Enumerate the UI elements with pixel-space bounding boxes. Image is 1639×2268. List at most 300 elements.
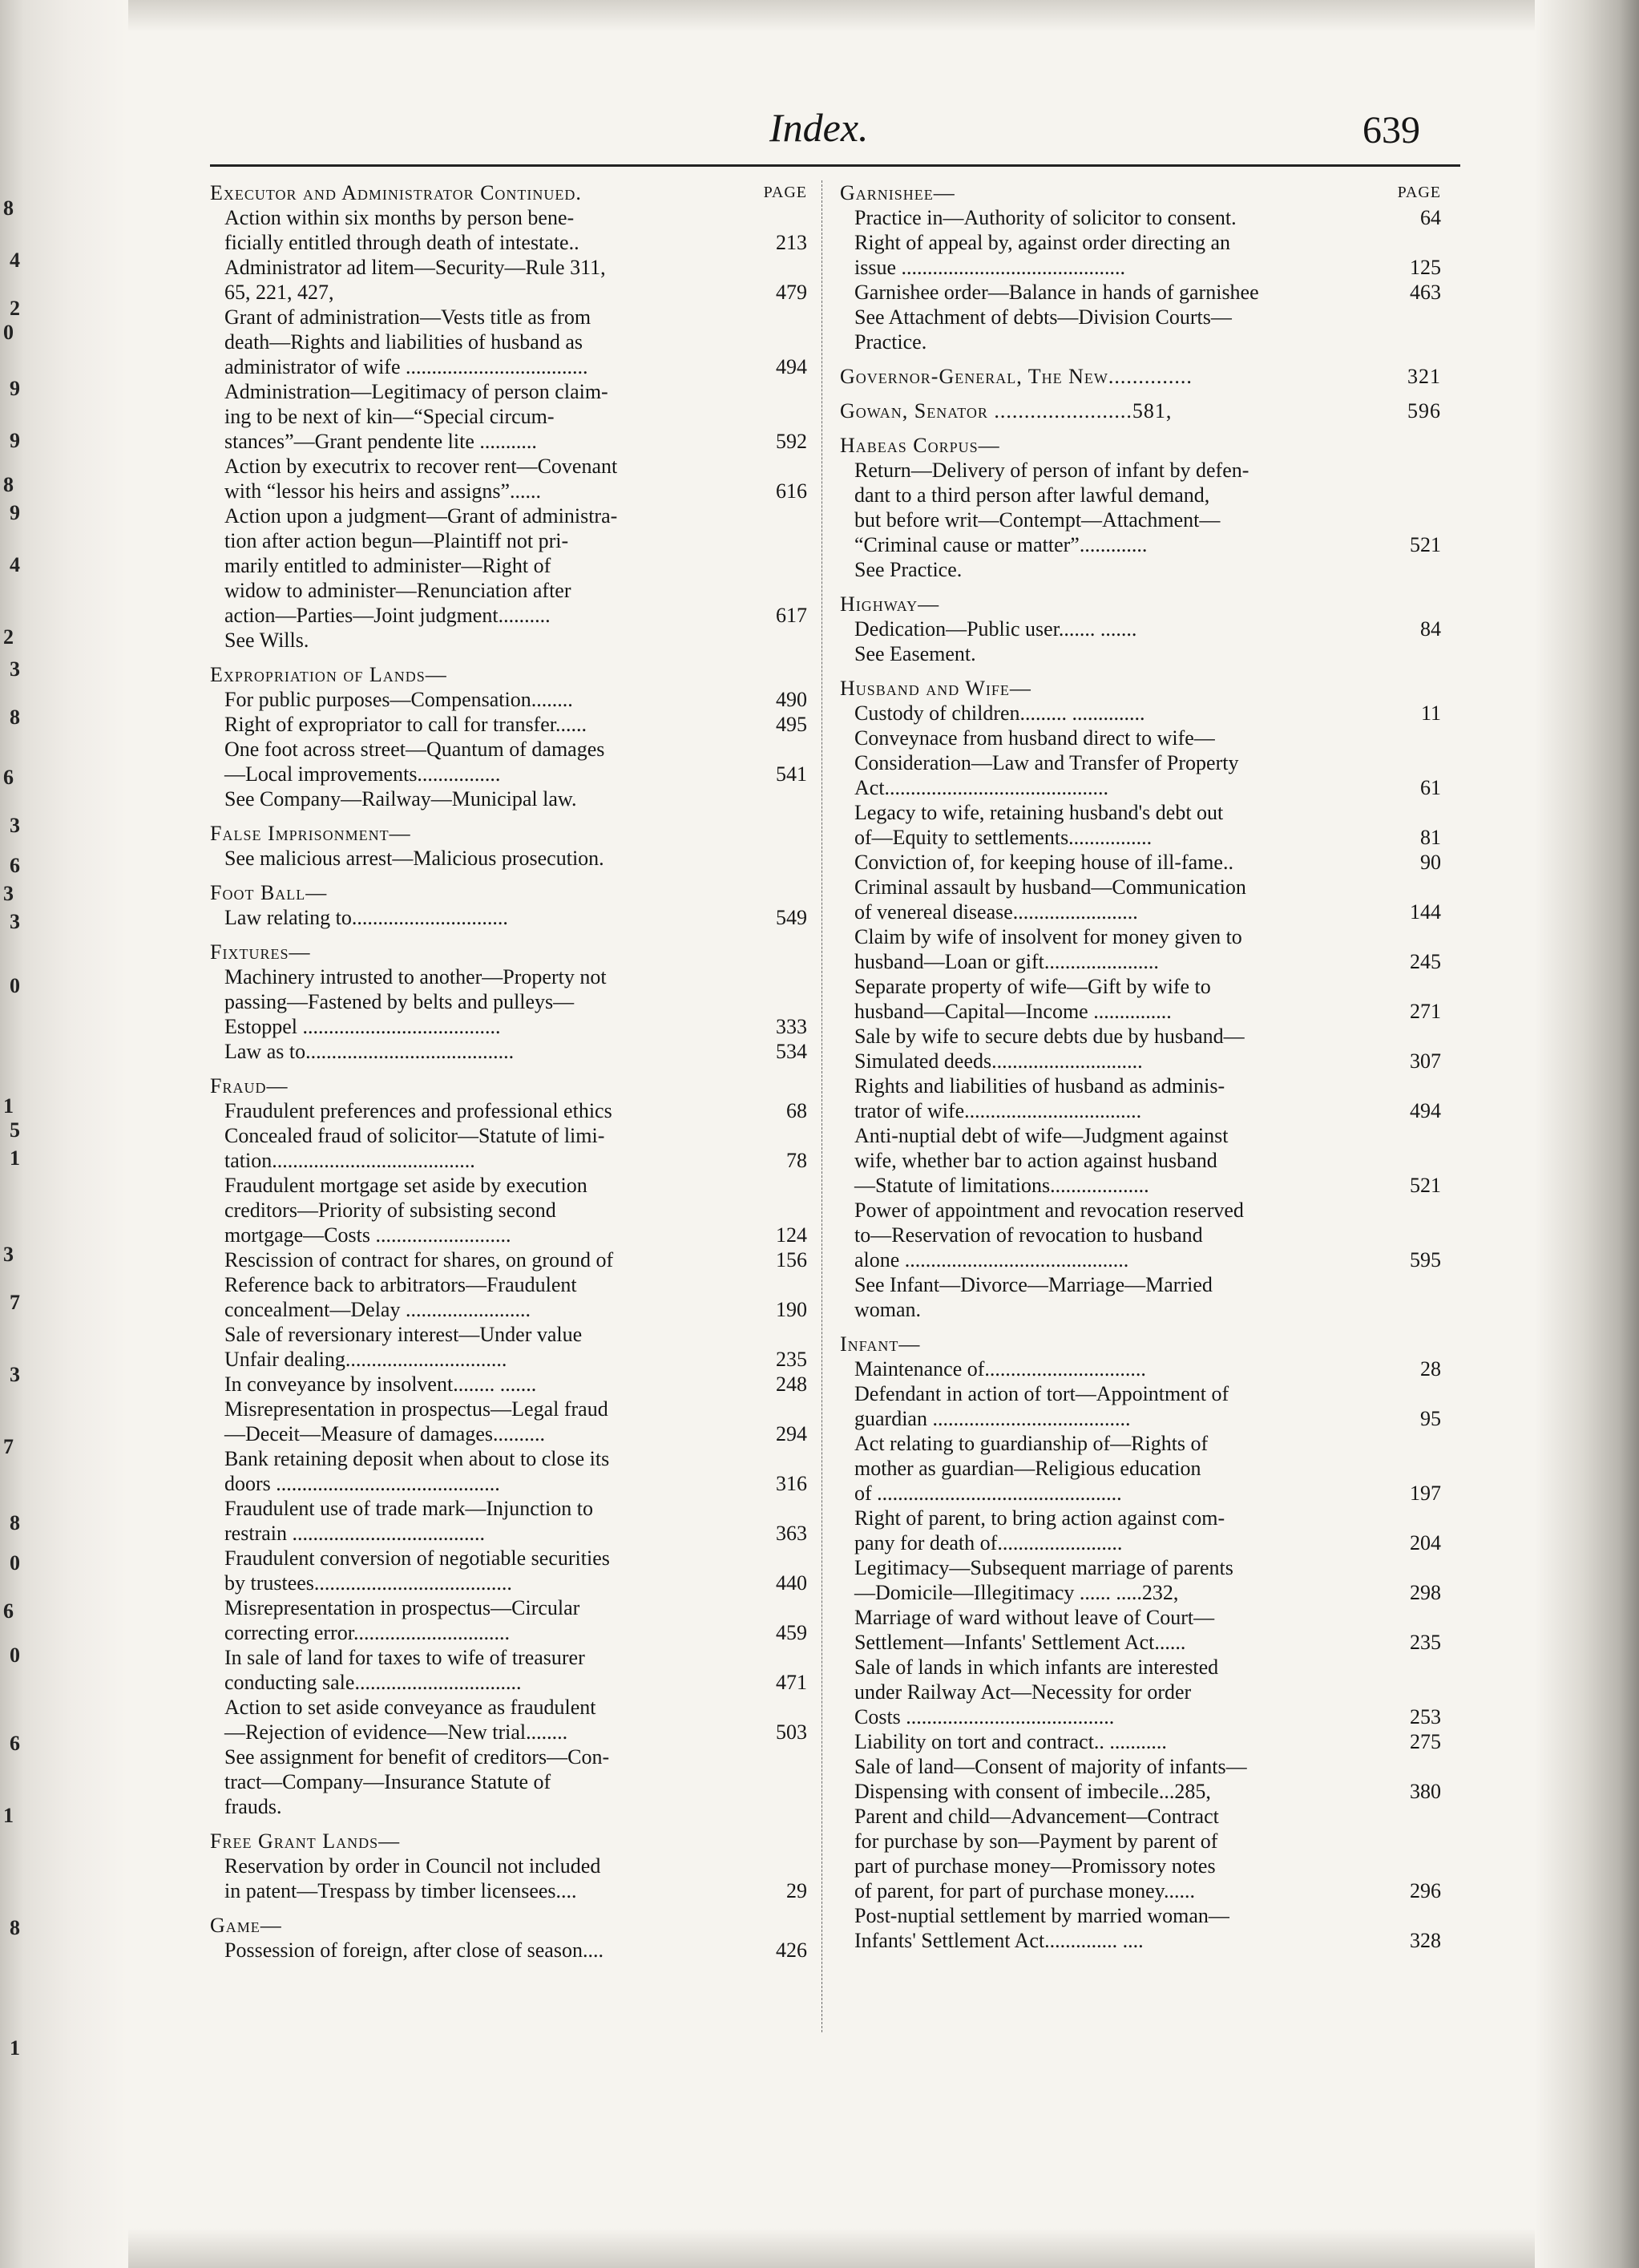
index-heading-text: Free Grant Lands— [210,1829,401,1853]
index-subentry-line: In conveyance by insolvent........ ....... [224,1373,537,1396]
index-subentry-line: Simulated deeds............................. [854,1049,1143,1073]
index-subentry [210,786,807,811]
index-page-reference: 95 [1420,1407,1441,1430]
index-subentry [840,1754,1441,1804]
index-subentry-line: —Deceit—Measure of damages.......... [224,1422,545,1445]
index-page-reference: 61 [1420,776,1441,799]
index-subentry [210,964,807,1039]
index-subentry-line: Act........................................... [854,776,1109,799]
index-subentry [210,305,807,379]
index-subentry [210,1854,807,1903]
index-subentry-line: Criminal assault by husband—Communication [854,875,1246,899]
index-subentry-line: Grant of administration—Vests title as from [224,305,591,329]
index-page-reference: 380 [1410,1780,1441,1803]
index-subentry-line: Fraudulent conversion of negotiable securities [224,1546,610,1570]
index-subentry-line: Reference back to arbitrators—Fraudulent [224,1273,577,1296]
index-page-reference: 596 [1407,399,1441,422]
index-subentry-line: Rights and liabilities of husband as adminis- [854,1074,1225,1098]
index-subentry-line: woman. [854,1298,922,1321]
index-subentry [210,712,807,737]
index-subentry [210,454,807,503]
index-subentry [210,1247,807,1272]
index-subentry [840,557,1441,582]
index-subentry [840,974,1441,1024]
index-subentry-line: mother as guardian—Religious education [854,1457,1201,1480]
margin-number: 8 [10,705,20,729]
index-subentry-line: For public purposes—Compensation........ [224,688,573,711]
index-subentry [210,1695,807,1744]
index-page-reference: 204 [1410,1531,1441,1554]
index-subentry-line: part of purchase money—Promissory notes [854,1854,1216,1878]
index-entry [210,180,807,653]
index-subentry-line: concealment—Delay ........................ [224,1298,531,1321]
index-page-reference: 28 [1420,1357,1441,1381]
index-page-reference: 275 [1410,1730,1441,1753]
index-page-reference: 156 [776,1248,807,1271]
index-entry [840,1332,1441,1953]
index-subentry [840,641,1441,666]
index-subentry-line: Action by executrix to recover rent—Covenant [224,455,618,478]
margin-number: 1 [10,1146,20,1170]
index-subentry-line: Consideration—Law and Transfer of Property [854,751,1239,774]
page-number: 639 [1362,109,1420,152]
index-subentry-line: See Easement. [854,642,976,665]
index-subentry-line: See Attachment of debts—Division Courts— [854,305,1232,329]
index-subentry-line: Dispensing with consent of imbecile...285, [854,1780,1211,1803]
index-subentry-line: Settlement—Infants' Settlement Act...... [854,1631,1186,1654]
index-subentry-line: but before writ—Contempt—Attachment— [854,508,1221,532]
index-subentry-line: Administration—Legitimacy of person claim- [224,380,608,403]
index-subentry-line: —Domicile—Illegitimacy ...... .....232, [854,1581,1179,1604]
index-subentry-line: Rescission of contract for shares, on ground of [224,1248,614,1271]
index-page-reference: 494 [1410,1099,1441,1122]
index-entry [840,592,1441,666]
index-subentry [210,905,807,930]
index-subentry-line: of venereal disease........................ [854,900,1138,924]
margin-number: 3 [10,1363,20,1386]
margin-number: 2 [3,625,14,649]
index-subentry [840,280,1441,305]
index-subentry [210,1322,807,1372]
index-subentry-line: doors ........................................... [224,1472,500,1495]
index-subentry-line: Sale by wife to secure debts due by husband— [854,1025,1245,1048]
index-page-reference: 521 [1410,1174,1441,1197]
index-page-reference: 11 [1420,701,1441,725]
index-entry [840,676,1441,1322]
index-subentry-line: Conviction of, for keeping house of ill-fame.. [854,851,1233,874]
index-heading [210,180,807,205]
running-head: Index. [769,105,869,150]
index-subentry-line: Costs ........................................ [854,1705,1115,1728]
index-subentry-line: Law relating to.............................. [224,906,508,929]
index-page-reference: 90 [1420,851,1441,874]
index-subentry-line: husband—Loan or gift...................... [854,950,1159,973]
index-subentry-line: Anti-nuptial debt of wife—Judgment against [854,1124,1229,1147]
index-page-reference: 592 [776,430,807,453]
index-subentry-line: See malicious arrest—Malicious prosecution. [224,847,604,870]
index-subentry-line: —Local improvements................ [224,762,501,786]
index-heading [840,364,1441,389]
index-subentry-line: dant to a third person after lawful demand, [854,483,1210,507]
index-subentry-line: See Practice. [854,558,963,581]
margin-number: 6 [10,1732,20,1755]
index-subentry-line: “Criminal cause or matter”............. [854,533,1148,556]
index-subentry [840,1198,1441,1272]
index-heading-text: Governor-General, The New.............. [840,365,1193,388]
index-page-reference: 534 [776,1040,807,1063]
index-heading-text: Fixtures— [210,940,311,964]
margin-number: 4 [10,249,20,272]
index-page-reference: 521 [1410,533,1441,556]
index-page-reference: 307 [1410,1049,1441,1073]
index-subentry-line: for purchase by son—Payment by parent of [854,1829,1218,1853]
index-subentry [840,1024,1441,1073]
index-subentry-line: Garnishee order—Balance in hands of garnishee [854,281,1259,304]
index-subentry-line: Legitimacy—Subsequent marriage of parents [854,1556,1233,1579]
index-entry [210,662,807,811]
index-page-reference: 64 [1420,206,1441,229]
index-subentry [840,617,1441,641]
margin-number: 0 [10,974,20,997]
margin-number: 1 [3,1804,14,1827]
index-heading-text: Husband and Wife— [840,677,1031,700]
index-subentry-line: in patent—Trespass by timber licensees.... [224,1879,577,1902]
index-subentry [840,1729,1441,1754]
index-subentry-line: administrator of wife ................................... [224,355,588,378]
index-page-reference: 471 [776,1671,807,1694]
index-subentry-line: Administrator ad litem—Security—Rule 311, [224,256,606,279]
index-subentry [210,255,807,305]
index-subentry-line: Right of parent, to bring action against com- [854,1506,1225,1530]
index-subentry [210,1546,807,1595]
index-subentry [840,726,1441,800]
index-subentry-line: Fraudulent use of trade mark—Injunction to [224,1497,593,1520]
index-entry [210,821,807,871]
index-subentry-line: Law as to........................................ [224,1040,515,1063]
index-subentry-line: Sale of lands in which infants are interested [854,1656,1219,1679]
index-subentry [840,1804,1441,1903]
index-heading [210,940,807,964]
index-subentry [210,687,807,712]
index-entry [210,1829,807,1903]
index-subentry-line: 65, 221, 427, [224,281,334,304]
index-subentry-line: wife, whether bar to action against husband [854,1149,1217,1172]
index-subentry [840,1381,1441,1431]
margin-number: 8 [10,1511,20,1534]
index-subentry-line: In sale of land for taxes to wife of treasurer [224,1646,585,1669]
index-page-reference: 248 [776,1373,807,1396]
index-heading-text: Expropriation of Lands— [210,663,447,686]
index-subentry [210,1173,807,1247]
index-page-reference: 81 [1420,826,1441,849]
index-subentry-line: Machinery intrusted to another—Property not [224,965,607,988]
index-subentry-line: Possession of foreign, after close of season.... [224,1939,604,1962]
index-page-reference: 29 [786,1879,807,1902]
index-subentry-line: pany for death of........................ [854,1531,1123,1554]
index-page-reference: 440 [776,1571,807,1595]
index-subentry [840,1903,1441,1953]
index-subentry-line: passing—Fastened by belts and pulleys— [224,990,575,1013]
index-page-reference: 459 [776,1621,807,1644]
index-subentry [840,1356,1441,1381]
index-entry [210,1913,807,1963]
index-page-reference: 495 [776,713,807,736]
index-subentry-line: Marriage of ward without leave of Court— [854,1606,1215,1629]
index-page-reference: 490 [776,688,807,711]
index-subentry-line: creditors—Priority of subsisting second [224,1199,556,1222]
index-subentry-line: Action to set aside conveyance as fraudulent [224,1696,596,1719]
index-subentry-line: Fraudulent preferences and professional ethics [224,1099,612,1122]
index-subentry [210,1039,807,1064]
index-subentry-line: Power of appointment and revocation reserved [854,1199,1244,1222]
index-subentry-line: of ............................................... [854,1482,1122,1505]
index-subentry-line: Misrepresentation in prospectus—Circular [224,1596,580,1619]
margin-number: 3 [3,882,14,905]
index-subentry [210,1123,807,1173]
index-subentry [840,1605,1441,1655]
index-subentry-line: Conveynace from husband direct to wife— [854,726,1215,750]
index-subentry-line: Reservation by order in Council not included [224,1854,601,1878]
index-subentry [210,1397,807,1446]
margin-number: 5 [10,1118,20,1142]
index-subentry-line: tation....................................... [224,1149,475,1172]
margin-number: 0 [3,321,14,344]
index-page-reference: 549 [776,906,807,929]
index-page-reference: 316 [776,1472,807,1495]
index-subentry [840,850,1441,875]
index-page-reference: 426 [776,1939,807,1962]
index-subentry [840,205,1441,230]
index-heading [210,662,807,687]
index-subentry-line: Dedication—Public user....... ....... [854,617,1137,641]
margin-number: 8 [3,196,14,220]
index-subentry [840,305,1441,354]
index-subentry-line: Act relating to guardianship of—Rights of [854,1432,1209,1455]
index-subentry-line: frauds. [224,1795,282,1818]
margin-number: 3 [10,910,20,933]
index-subentry-line: ficially entitled through death of intestate.. [224,231,579,254]
index-subentry-line: trator of wife.................................. [854,1099,1142,1122]
index-subentry-line: husband—Capital—Income ............... [854,1000,1172,1023]
index-entry [840,398,1441,423]
index-subentry [210,1496,807,1546]
margin-number: 6 [10,854,20,877]
index-subentry-line: Right of appeal by, against order directing an [854,231,1231,254]
index-page-reference: 503 [776,1720,807,1744]
index-subentry-line: widow to administer—Renunciation after [224,579,571,602]
index-heading-text: Executor and Administrator Continued. [210,181,582,204]
index-subentry-line: Post-nuptial settlement by married woman— [854,1904,1229,1927]
index-entry [840,180,1441,354]
index-subentry-line: guardian ...................................... [854,1407,1131,1430]
index-subentry [210,379,807,454]
index-subentry-line: of—Equity to settlements................ [854,826,1153,849]
index-subentry [840,1506,1441,1555]
index-heading-text: Highway— [840,592,940,616]
index-subentry-line: Action upon a judgment—Grant of administra- [224,504,618,528]
index-subentry-line: by trustees...................................... [224,1571,512,1595]
index-heading [840,433,1441,458]
index-heading-text: Gowan, Senator .......................581, [840,399,1173,422]
index-subentry-line: Defendant in action of tort—Appointment of [854,1382,1229,1405]
index-heading-text: Infant— [840,1332,921,1356]
index-subentry-line: See Company—Railway—Municipal law. [224,787,577,811]
index-subentry [210,846,807,871]
index-page-reference: 190 [776,1298,807,1321]
index-subentry-line: Concealed fraud of solicitor—Statute of limi- [224,1124,605,1147]
index-page-reference: 616 [776,479,807,503]
index-subentry [210,503,807,628]
index-subentry-line: restrain ..................................... [224,1522,485,1545]
margin-number: 6 [3,1599,14,1623]
index-page-reference: 197 [1410,1482,1441,1505]
index-page-reference: 463 [1410,281,1441,304]
index-subentry-line: Right of expropriator to call for transfer...... [224,713,587,736]
index-subentry-line: Action within six months by person bene- [224,206,575,229]
index-heading-text: Foot Ball— [210,881,328,904]
index-page-reference: 479 [776,281,807,304]
index-subentry-line: One foot across street—Quantum of damages [224,738,605,761]
margin-number: 8 [3,473,14,496]
index-subentry-line: Practice in—Authority of solicitor to consent. [854,206,1237,229]
index-heading [840,180,1441,205]
index-page-reference: 271 [1410,1000,1441,1023]
index-subentry [210,1446,807,1496]
index-entry [210,940,807,1064]
index-subentry-line: ing to be next of kin—“Special circum- [224,405,555,428]
index-subentry-line: Misrepresentation in prospectus—Legal fraud [224,1397,608,1421]
index-subentry [210,1645,807,1695]
index-subentry-line: See assignment for benefit of creditors—Con- [224,1745,610,1769]
index-subentry [840,1655,1441,1729]
index-subentry-line: See Wills. [224,629,309,652]
index-subentry-line: Sale of reversionary interest—Under value [224,1323,583,1346]
margin-number: 0 [10,1643,20,1667]
margin-number: 4 [10,553,20,576]
index-subentry-line: Legacy to wife, retaining husband's debt out [854,801,1224,824]
margin-number: 2 [10,297,20,320]
index-subentry [840,458,1441,557]
index-subentry-line: Estoppel ...................................... [224,1015,501,1038]
index-subentry-line: Fraudulent mortgage set aside by execution [224,1174,587,1197]
index-subentry-line: tion after action begun—Plaintiff not pri- [224,529,569,552]
index-page-reference: 235 [1410,1631,1441,1654]
index-page-reference: 363 [776,1522,807,1545]
index-subentry [840,800,1441,850]
index-subentry [210,1744,807,1819]
margin-number: 8 [10,1916,20,1939]
margin-number: 9 [10,429,20,452]
index-subentry [840,1073,1441,1123]
index-entry [210,880,807,930]
index-subentry [840,1555,1441,1605]
index-heading-text: Game— [210,1914,282,1937]
index-subentry [210,1595,807,1645]
index-entry [840,433,1441,582]
index-entry [210,1073,807,1819]
index-subentry-line: Liability on tort and contract.. ........... [854,1730,1167,1753]
index-heading [210,1073,807,1098]
page-edge-top [0,0,1639,32]
index-subentry [840,1123,1441,1198]
margin-number: 9 [10,501,20,524]
index-page-reference: 541 [776,762,807,786]
index-page-reference: 328 [1410,1929,1441,1952]
index-heading [840,592,1441,617]
index-subentry-line: Infants' Settlement Act.............. .... [854,1929,1144,1952]
index-page-reference: 68 [786,1099,807,1122]
index-subentry [840,701,1441,726]
index-subentry-line: Custody of children......... .............. [854,701,1145,725]
index-page-reference: 294 [776,1422,807,1445]
index-page-reference: 245 [1410,950,1441,973]
margin-number: 9 [10,377,20,400]
index-subentry-line: action—Parties—Joint judgment.......... [224,604,551,627]
index-subentry [210,1272,807,1322]
margin-number: 7 [3,1435,14,1458]
index-heading-text: Garnishee— [840,181,955,204]
index-heading [210,1913,807,1938]
index-page-reference: 213 [776,231,807,254]
header-rule [210,164,1460,167]
index-page-reference: 321 [1407,365,1441,388]
index-subentry-line: correcting error.............................. [224,1621,510,1644]
margin-number: 6 [3,766,14,789]
margin-number: 3 [10,814,20,837]
index-subentry-line: under Railway Act—Necessity for order [854,1680,1192,1704]
margin-number: 0 [10,1551,20,1575]
index-subentry-line: marily entitled to administer—Right of [224,554,551,577]
index-subentry [210,1372,807,1397]
index-column-left [210,180,807,1963]
index-subentry-line: Return—Delivery of person of infant by defen- [854,459,1249,482]
index-page-reference: 144 [1410,900,1441,924]
index-page-reference: 253 [1410,1705,1441,1728]
index-subentry-line: Parent and child—Advancement—Contract [854,1805,1219,1828]
index-subentry-line: mortgage—Costs .......................... [224,1223,511,1247]
index-subentry-line: conducting sale................................ [224,1671,522,1694]
index-subentry-line: death—Rights and liabilities of husband as [224,330,583,354]
index-page-reference: 296 [1410,1879,1441,1902]
index-page-reference: 124 [776,1223,807,1247]
index-subentry-line: Unfair dealing............................... [224,1348,507,1371]
index-page-reference: 617 [776,604,807,627]
index-page-reference: 595 [1410,1248,1441,1271]
index-subentry-line: tract—Company—Insurance Statute of [224,1770,551,1793]
page-edge-right [1535,0,1639,2268]
margin-number: 1 [10,2036,20,2060]
index-heading [840,1332,1441,1356]
index-subentry [210,1938,807,1963]
index-subentry-line: Bank retaining deposit when about to close its [224,1447,610,1470]
facing-page-margin-numbers [0,0,72,2268]
index-heading-text: False Imprisonment— [210,822,411,845]
index-subentry-line: with “lessor his heirs and assigns”...... [224,479,542,503]
index-subentry-line: issue ........................................... [854,256,1125,279]
index-subentry-line: Practice. [854,330,927,354]
index-heading [210,880,807,905]
index-subentry-line: of parent, for part of purchase money...... [854,1879,1195,1902]
index-subentry-line: stances”—Grant pendente lite ........... [224,430,537,453]
index-heading-text: Habeas Corpus— [840,434,1000,457]
index-subentry [840,875,1441,924]
index-page-reference: 78 [786,1149,807,1172]
index-subentry [840,1272,1441,1322]
index-column-right [840,180,1441,1953]
page-edge-bottom [0,2228,1639,2268]
index-subentry [840,924,1441,974]
index-page-reference: 235 [776,1348,807,1371]
